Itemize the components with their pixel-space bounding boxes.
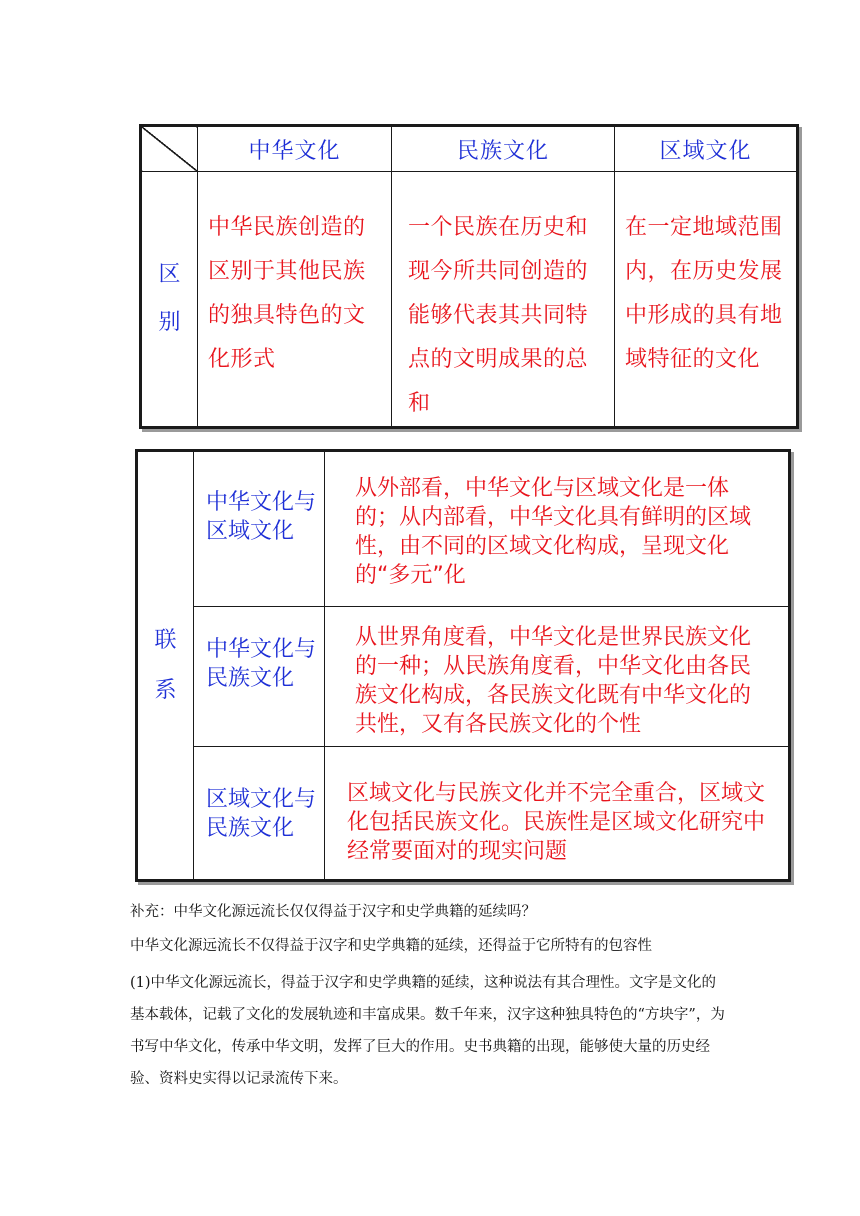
row-desc-regional-ethnic: 区域文化与民族文化并不完全重合，区域文化包括民族文化。民族性是区域文化研究中经常要面对的现实问题 — [325, 747, 790, 881]
row-name-chinese-regional: 中华文化与区域文化 — [194, 451, 325, 607]
connection-label: 联 系 — [137, 451, 194, 881]
difference-label: 区 别 — [141, 172, 198, 428]
connection-table — [135, 449, 791, 882]
answer-statement: 中华文化源远流长不仅得益于汉字和史学典籍的延续，还得益于它所特有的包容性 — [130, 938, 652, 954]
ethnic-culture-definition: 一个民族在历史和现今所共同创造的能够代表其共同特点的文明成果的总和 — [392, 172, 615, 428]
header-regional-culture: 区域文化 — [615, 126, 798, 172]
point-one-paragraph: (1)中华文化源远流长，得益于汉字和史学典籍的延续，这种说法有其合理性。文字是文化的基本载体，记载了文化的发展轨迹和丰富成果。数千年来，汉字这种独具特色的“方块字”，为书写中华文化，传承中华文明，发挥了巨大的作用。史书典籍的出现，能够使大量的历史经验、资料史实得以记录流传下来。 — [130, 975, 725, 1087]
diagonal-corner-cell — [141, 126, 198, 172]
supplement-question: 补充：中华文化源远流长仅仅得益于汉字和史学典籍的延续吗？ — [130, 904, 536, 920]
header-ethnic-culture: 民族文化 — [392, 126, 615, 172]
chinese-culture-definition: 中华民族创造的区别于其他民族的独具特色的文化形式 — [198, 172, 392, 428]
row-desc-chinese-ethnic: 从世界角度看，中华文化是世界民族文化的一种；从民族角度看，中华文化由各民族文化构成，各民族文化既有中华文化的共性，又有各民族文化的个性 — [325, 607, 790, 747]
header-chinese-culture: 中华文化 — [198, 126, 392, 172]
regional-culture-definition: 在一定地域范围内，在历史发展中形成的具有地域特征的文化 — [615, 172, 798, 428]
difference-table — [139, 124, 799, 429]
row-name-chinese-ethnic: 中华文化与民族文化 — [194, 607, 325, 747]
row-name-regional-ethnic: 区域文化与民族文化 — [194, 747, 325, 881]
row-desc-chinese-regional: 从外部看，中华文化与区域文化是一体的；从内部看，中华文化具有鲜明的区域性，由不同的区域文化构成，呈现文化的“多元”化 — [325, 451, 790, 607]
